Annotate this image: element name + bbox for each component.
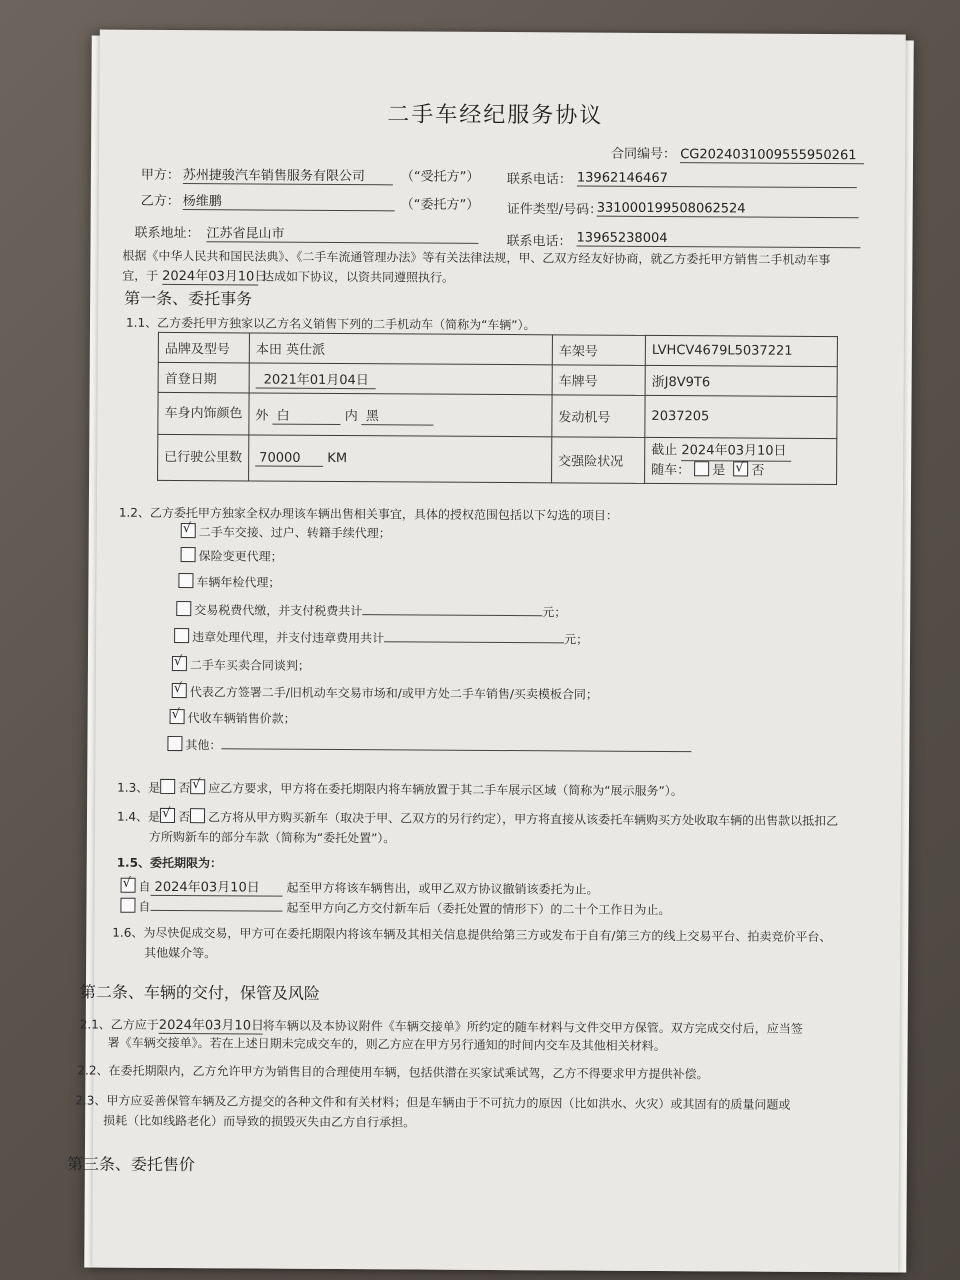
option-6 [172,656,310,674]
reg-date-value: 2021年01月04日 [256,368,376,389]
option-2 [181,547,283,565]
contact-address: 江苏省昆山市 [207,222,479,244]
clause-2-2: 2.2、在委托期限内，乙方允许甲方为销售目的合理使用车辆，包括供潜在买家试乘试驾，乙方不得要求甲方提供补偿。 [77,1063,709,1082]
clause-1-4-text: 乙方将从甲方购买新车（取决于甲、乙双方的另行约定），甲方将直接从该委托车辆购买方处收取车辆的出售款以抵扣乙 [208,810,839,829]
party-a-phone-label: 联系电话： [506,172,572,188]
option-2-label: 保险变更代理； [198,549,283,564]
clause-1-3-yes-checkbox[interactable] [160,779,175,794]
clause-1-6-line-1: 1.6、为尽快促成交易，甲方可在委托期限内将该车辆及其相关信息提供给第三方或发布于自有/第三方的线上交易平台、拍卖竞价平台、 [112,925,832,945]
plate-value: 浙J8V9T6 [645,365,837,396]
engine-value: 2037205 [645,395,837,438]
reg-date-label: 首登日期 [158,362,249,393]
clause-1-6-line-2: 其他媒介等。 [144,945,217,961]
option-9-label: 其他： [185,738,222,753]
option-4 [176,601,566,620]
term-option-2-from: 自 [138,899,151,914]
vehicle-table [157,332,838,485]
party-b-role: （“委托方”） [400,197,480,213]
clause-2-1-line-2: 署《车辆交接单》。若在上述日期未完成交车的，则乙方应在甲方另行通知的时间内交车及其他相关材料。 [107,1035,666,1054]
term-option-2-text: 起至甲方向乙方交付新车后（委托处置的情形下）的二十个工作日为止。 [286,900,671,918]
term-option-1 [121,876,599,899]
clause-2-1-text: 将车辆以及本协议附件《车辆交接单》所约定的随车材料与文件交甲方保管。双方完成交付后，应当签 [262,1018,803,1036]
option-3-checkbox[interactable] [178,573,193,588]
party-a-name: 苏州捷骏汽车销售服务有限公司 [183,164,393,185]
option-1-checkbox[interactable] [181,523,196,538]
clause-1-3-no-label: 否 [178,781,191,796]
mileage-cell [249,435,552,483]
mileage-label: 已行驶公里数 [158,434,249,481]
insurance-cell [645,437,837,484]
interior-label: 内 [344,408,358,424]
party-b-name: 杨维鹏 [183,190,395,211]
exterior-color: 白 [273,404,341,424]
interior-color: 黑 [362,405,434,425]
option-3 [178,573,280,591]
clause-1-5: 1.5、委托期限为： [116,855,223,871]
intro-line-1: 根据《中华人民共和国民法典》、《二手车流通管理办法》等有关法律法规，甲、乙双方经友好协商，就乙方委托甲方销售二手机动车事 [122,248,831,268]
term-option-1-from: 自 [138,879,151,894]
other-field[interactable] [221,736,691,752]
option-5-unit: 元； [564,632,589,647]
option-8-label: 代收车辆销售价款； [187,711,296,726]
term-option-1-text: 起至甲方将该车辆售出，或甲乙双方协议撤销该委托为止。 [286,880,599,897]
brand-value: 本田 英仕派 [249,333,552,365]
option-3-label: 车辆年检代理； [196,575,281,590]
clause-1-3-no-checkbox[interactable] [190,779,205,794]
clause-1-1: 1.1、乙方委托甲方独家以乙方名义销售下列的二手机动车（简称为“车辆”）。 [125,315,536,333]
article-1-heading: 第一条、委托事务 [124,288,253,309]
insurance-follow-label: 随车： [651,462,691,478]
vin-label: 车架号 [552,335,645,366]
vin-value: LVHCV4679L5037221 [645,335,837,366]
insurance-yes-label: 是 [712,462,726,478]
option-8 [170,709,296,727]
party-b-id: 331000199508062524 [597,201,859,219]
option-1-label: 二手车交接、过户、转籍手续代理； [198,525,391,541]
violation-amount-field[interactable] [384,629,564,643]
option-6-label: 二手车买卖合同谈判； [189,658,310,673]
term-start-date: 2024年03月10日 [151,876,283,897]
party-a-phone: 13962146467 [577,170,857,188]
term-option-2 [120,898,670,918]
color-label: 车身内饰颜色 [158,392,249,435]
option-7 [172,683,598,703]
exterior-label: 外 [255,408,269,424]
clause-1-3 [117,779,683,799]
mileage-unit: KM [327,450,348,466]
insurance-no-checkbox[interactable] [733,461,748,476]
option-5-label: 违章处理代理，并支付违章费用共计 [192,630,385,646]
option-9 [167,736,691,756]
intro-prefix: 宜，于 [122,268,159,283]
insurance-yes-checkbox[interactable] [694,461,709,476]
option-6-checkbox[interactable] [172,656,187,671]
article-3-heading: 第三条、委托售价 [66,1154,195,1175]
clause-1-4 [117,808,838,829]
contact-phone: 13965238004 [576,230,860,248]
article-2-heading: 第二条、车辆的交付，保管及风险 [79,982,320,1003]
option-2-checkbox[interactable] [181,547,196,562]
party-a-role: （“受托方”） [400,169,480,185]
clause-2-1-date: 2024年03月10日 [159,1014,263,1035]
clause-2-1-prefix: 2.1、乙方应于 [79,1017,159,1032]
contract-number-label: 合同编号： [611,146,677,163]
intro-date: 2024年03月10日 [162,265,258,286]
contact-address-label: 联系地址： [134,225,200,242]
party-a-label: 甲方： [140,167,180,184]
clause-1-4-yes-checkbox[interactable] [160,808,175,823]
contract-paper [66,36,914,1273]
reg-date-cell [249,363,552,395]
option-5-checkbox[interactable] [174,628,189,643]
insurance-no-label: 否 [751,463,765,479]
clause-1-4-cont: 方所购新车的部分车款（简称为“委托处置”）。 [148,829,396,846]
option-1 [181,523,391,541]
document-title: 二手车经纪服务协议 [387,102,604,129]
term-option-1-checkbox[interactable] [121,878,136,893]
insurance-prefix: 截止 [651,442,678,458]
clause-1-4-no-label: 否 [178,810,191,825]
intro-suffix: 达成如下协议，以资共同遵照执行。 [261,269,455,285]
insurance-label: 交强险状况 [552,437,645,484]
clause-1-3-text: 应乙方要求，甲方将在委托期限内将车辆放置于其二手车展示区域（简称为“展示服务”）。 [208,781,683,799]
tax-amount-field[interactable] [362,602,542,616]
clause-2-3-line-2: 损耗（比如线路老化）而导致的损毁灭失由乙方自行承担。 [103,1113,416,1130]
option-7-checkbox[interactable] [172,683,187,698]
clause-2-3-line-1: 2.3、甲方应妥善保管车辆及乙方提交的各种文件和有关材料；但是车辆由于不可抗力的原因（比如洪水、火灾）或其固有的质量问题或 [75,1093,791,1112]
contract-number: CG2024031009555950261 [680,147,864,164]
option-5 [174,628,588,648]
party-b-label: 乙方： [140,193,180,210]
option-4-label: 交易税费代缴，并支付税费共计 [194,603,363,619]
mileage-value: 70000 [255,450,323,466]
plate-label: 车牌号 [552,365,645,396]
clause-1-2: 1.2、乙方委托甲方独家全权办理该车辆出售相关事宜，具体的授权范围包括以下勾选的项目： [118,505,618,523]
term-option-2-checkbox[interactable] [120,898,135,913]
clause-1-3-yes-label: 1.3、是 [117,780,161,795]
insurance-date: 2024年03月10日 [681,442,791,462]
option-9-checkbox[interactable] [167,736,182,751]
engine-label: 发动机号 [552,395,645,438]
intro-line-2 [122,265,454,287]
brand-label: 品牌及型号 [158,332,249,363]
option-8-checkbox[interactable] [170,709,185,724]
clause-1-4-yes-label: 1.4、是 [116,809,161,824]
party-b-id-label: 证件类型/号码： [506,202,603,218]
color-cell [249,393,552,437]
contract-number-row [611,143,864,165]
option-4-unit: 元； [542,605,567,620]
option-4-checkbox[interactable] [176,601,191,616]
contact-phone-label: 联系电话： [506,234,572,250]
term-option-2-date-field[interactable] [150,898,282,912]
option-7-label: 代表乙方签署二手/旧机动车交易市场和/或甲方处二手车销售/买卖模板合同； [189,685,598,702]
clause-1-4-no-checkbox[interactable] [190,808,205,823]
